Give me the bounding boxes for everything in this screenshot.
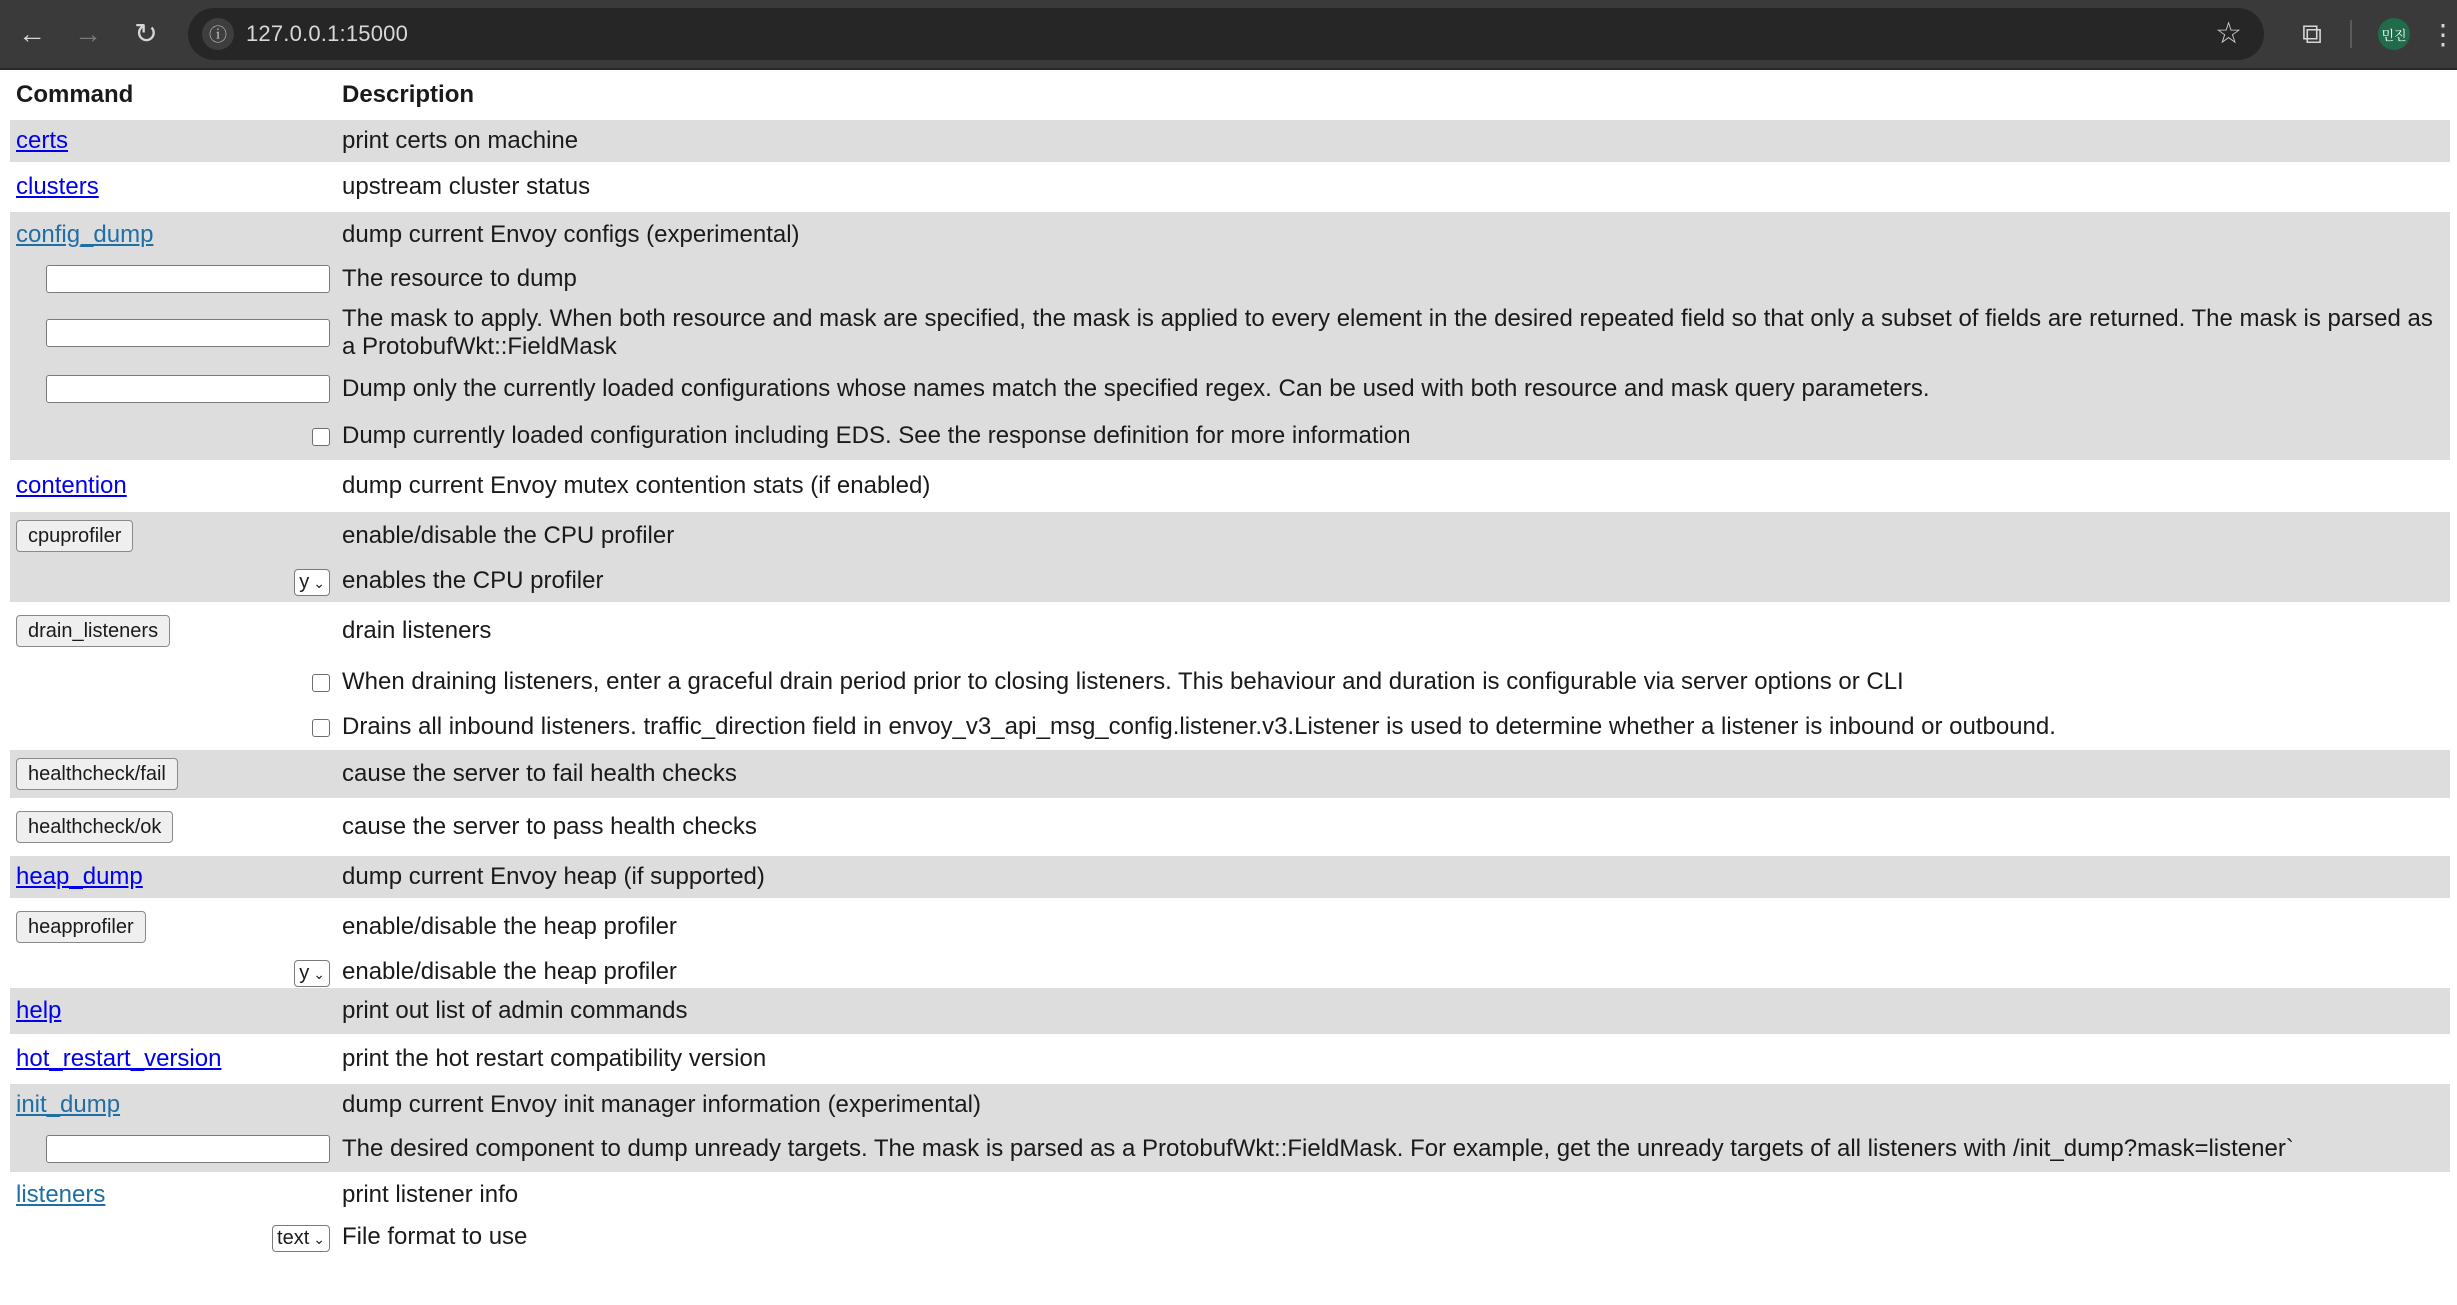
reload-icon[interactable]: ↻ <box>134 18 158 49</box>
param-row <box>10 412 2450 460</box>
inbound-only-checkbox[interactable] <box>312 719 330 737</box>
chevron-down-icon: ⌄ <box>313 574 325 591</box>
param-row <box>10 660 2450 704</box>
browser-toolbar <box>0 0 2457 70</box>
table-row <box>10 988 2450 1034</box>
param-row <box>10 1218 2450 1256</box>
table-row <box>10 798 2450 856</box>
select-value: text <box>277 1226 310 1249</box>
param-description: File format to use <box>342 1223 528 1250</box>
admin-page <box>10 70 2450 1256</box>
toolbar-divider <box>2350 20 2352 48</box>
cpuprofiler-button[interactable]: cpuprofiler <box>16 520 133 552</box>
resource-input[interactable] <box>46 265 330 293</box>
param-description: When draining listeners, enter a graceful drain period prior to closing listeners. This behaviour and duration is configurable via server options or CLI <box>342 668 1904 695</box>
table-row <box>10 1172 2450 1218</box>
param-description: The resource to dump <box>336 258 2450 300</box>
param-row <box>10 258 2450 300</box>
table-row <box>10 1034 2450 1084</box>
clusters-link[interactable]: clusters <box>16 173 99 200</box>
param-description: enables the CPU profiler <box>336 560 2450 602</box>
param-description: The desired component to dump unready targets. The mask is parsed as a ProtobufWkt::FieldMask. For example, get the unready targets of all listeners with /init_dump?mask=listener` <box>336 1126 2450 1172</box>
init-dump-link[interactable]: init_dump <box>16 1091 121 1118</box>
config-dump-link[interactable]: config_dump <box>16 221 154 248</box>
healthcheck-ok-button[interactable]: healthcheck/ok <box>16 811 173 843</box>
table-row <box>10 750 2450 798</box>
cpuprofiler-enable-select[interactable] <box>294 569 330 596</box>
param-row <box>10 366 2450 412</box>
table-row <box>10 120 2450 162</box>
heapprofiler-button[interactable]: heapprofiler <box>16 911 146 943</box>
row-description: enable/disable the CPU profiler <box>336 512 2450 560</box>
row-description: cause the server to fail health checks <box>336 750 2450 798</box>
contention-link[interactable]: contention <box>16 472 127 499</box>
row-description: drain listeners <box>342 617 492 644</box>
table-row <box>10 212 2450 258</box>
row-description: print listener info <box>342 1181 519 1208</box>
include-eds-checkbox[interactable] <box>312 428 330 446</box>
row-description: print certs on machine <box>336 120 2450 162</box>
site-info-icon[interactable]: ⓘ <box>202 18 234 50</box>
row-description: dump current Envoy mutex contention stats (if enabled) <box>342 472 931 499</box>
table-row <box>10 602 2450 660</box>
bookmark-star-icon[interactable]: ☆ <box>2215 17 2242 50</box>
table-row <box>10 512 2450 560</box>
heapprofiler-enable-select[interactable] <box>294 960 330 987</box>
init-dump-mask-input[interactable] <box>46 1135 330 1163</box>
row-description: print out list of admin commands <box>336 988 2450 1034</box>
hot-restart-version-link[interactable]: hot_restart_version <box>16 1045 222 1072</box>
chevron-down-icon: ⌄ <box>313 1230 325 1247</box>
admin-commands-table <box>10 70 2450 1256</box>
name-regex-input[interactable] <box>46 375 330 403</box>
select-value: y <box>299 961 310 984</box>
command-column-header: Command <box>16 81 134 108</box>
row-description: enable/disable the heap profiler <box>342 913 677 940</box>
row-description: cause the server to pass health checks <box>342 813 757 840</box>
graceful-checkbox[interactable] <box>312 674 330 692</box>
forward-arrow-icon[interactable]: → <box>74 18 102 49</box>
help-link[interactable]: help <box>16 997 62 1024</box>
kebab-menu-icon[interactable]: ⋮ <box>2429 18 2457 50</box>
param-row <box>10 300 2450 366</box>
param-description: The mask to apply. When both resource and mask are specified, the mask is applied to every element in the desired repeated field so that only a subset of fields are returned. The mask is parsed as a ProtobufWkt::FieldMask <box>336 300 2450 366</box>
row-description: dump current Envoy heap (if supported) <box>336 856 2450 898</box>
select-value: y <box>299 570 310 593</box>
table-row <box>10 856 2450 898</box>
table-header <box>10 70 2450 120</box>
healthcheck-fail-button[interactable]: healthcheck/fail <box>16 758 178 790</box>
listeners-link[interactable]: listeners <box>16 1181 106 1208</box>
row-description: dump current Envoy init manager information (experimental) <box>336 1084 2450 1126</box>
back-arrow-icon[interactable]: ← <box>18 18 46 49</box>
extensions-icon[interactable]: ⧉ <box>2302 17 2322 49</box>
row-description: upstream cluster status <box>342 173 591 200</box>
mask-input[interactable] <box>46 319 330 347</box>
chevron-down-icon: ⌄ <box>313 965 325 982</box>
param-row <box>10 560 2450 602</box>
param-row <box>10 1126 2450 1172</box>
param-description: Dump currently loaded configuration including EDS. See the response definition for more information <box>336 412 2450 460</box>
param-row <box>10 704 2450 750</box>
param-row <box>10 956 2450 988</box>
table-row <box>10 162 2450 212</box>
table-row <box>10 1084 2450 1126</box>
url-text[interactable]: 127.0.0.1:15000 <box>246 21 409 46</box>
drain-listeners-button[interactable]: drain_listeners <box>16 615 170 647</box>
table-row <box>10 898 2450 956</box>
param-description: Dump only the currently loaded configurations whose names match the specified regex. Can be used with both resource and mask query parameters. <box>336 366 2450 412</box>
certs-link[interactable]: certs <box>16 127 69 154</box>
table-row <box>10 460 2450 512</box>
heap-dump-link[interactable]: heap_dump <box>16 863 143 890</box>
listeners-format-select[interactable] <box>272 1225 330 1252</box>
row-description: dump current Envoy configs (experimental) <box>336 212 2450 258</box>
address-bar[interactable] <box>188 8 2264 60</box>
description-column-header: Description <box>342 81 475 108</box>
param-description: enable/disable the heap profiler <box>342 958 677 985</box>
param-description: Drains all inbound listeners. traffic_direction field in envoy_v3_api_msg_config.listener.v3.Listener is used to determine whether a listener is inbound or outbound. <box>342 713 2056 740</box>
row-description: print the hot restart compatibility version <box>342 1045 767 1072</box>
profile-avatar[interactable]: 민진 <box>2378 18 2410 50</box>
